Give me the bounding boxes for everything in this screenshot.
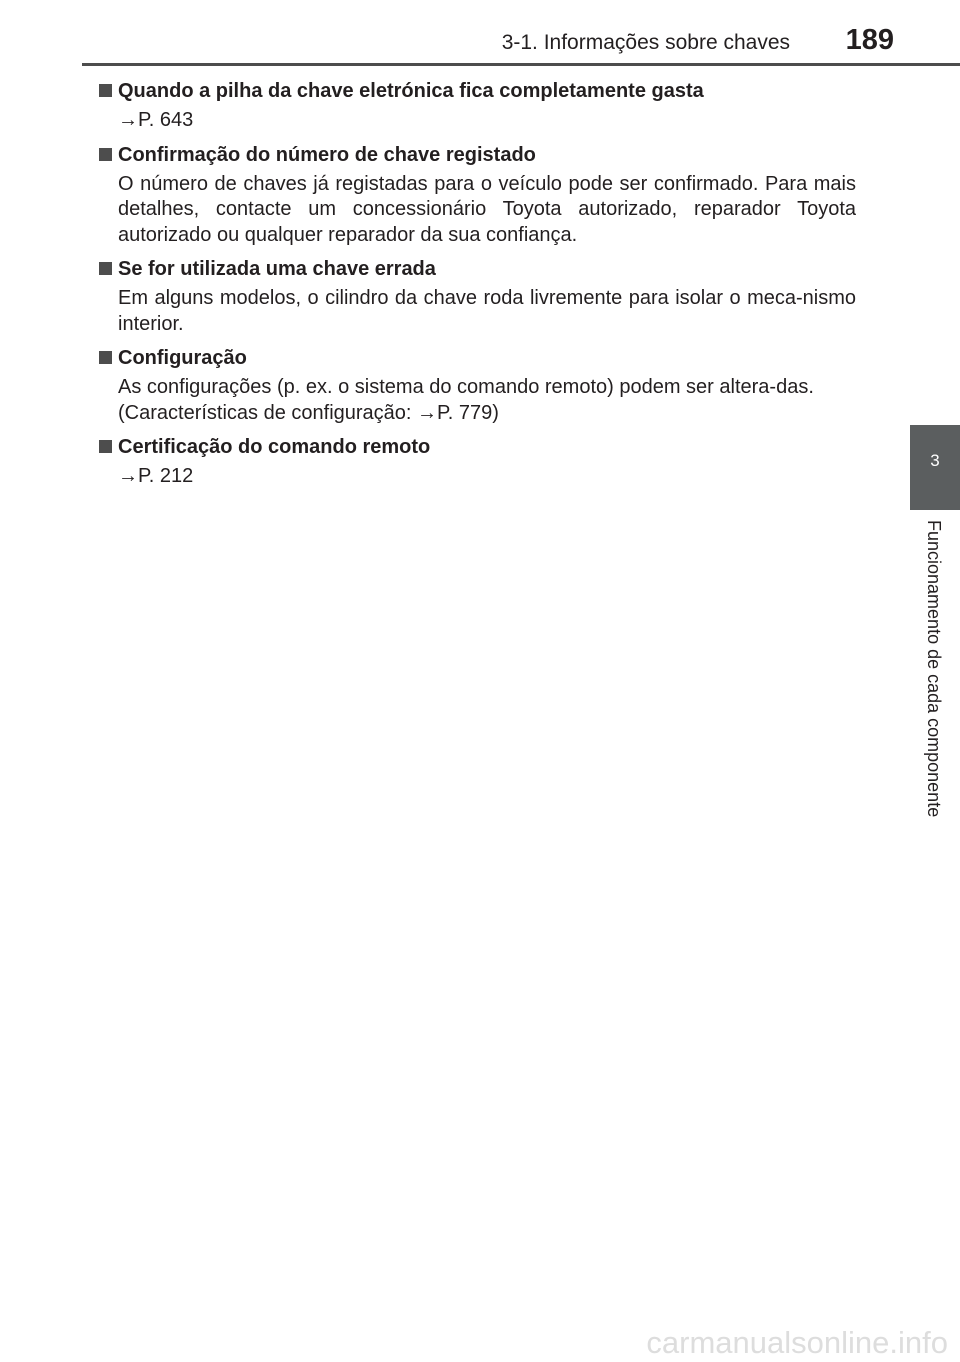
section-heading: [98, 142, 856, 168]
section-body: →P. 212: [118, 465, 194, 487]
section-heading-text: Quando a pilha da chave eletrónica fica completamente gasta: [118, 80, 704, 102]
section-title: 3-1. Informações sobre chaves: [501, 31, 790, 54]
chapter-tab: [910, 425, 960, 510]
watermark: carmanualsonline.info: [646, 1325, 948, 1360]
section-heading-text: Confirmação do número de chave registado: [118, 143, 536, 166]
header-rule: [82, 63, 960, 66]
section-wrong-key: [98, 256, 856, 337]
section-heading-text: Se for utilizada uma chave errada: [118, 258, 436, 280]
section-heading-text: Certificação do comando remoto: [118, 436, 431, 458]
chapter-label: Funcionamento de cada componente: [924, 520, 944, 818]
section-battery-depleted: [98, 78, 856, 134]
page-content: [98, 78, 856, 498]
page-number: 189: [845, 24, 894, 56]
square-bullet-icon: [99, 351, 112, 364]
section-heading: [98, 345, 856, 371]
square-bullet-icon: [99, 262, 112, 275]
section-body: As configurações (p. ex. o sistema do comando remoto) podem ser altera-das. (Características de configuração: →P. 779): [118, 376, 814, 424]
section-remote-certification: [98, 434, 856, 490]
section-heading: [98, 78, 856, 104]
page-header: [0, 0, 960, 66]
section-heading: [98, 256, 856, 282]
section-heading: [98, 434, 856, 460]
square-bullet-icon: [99, 84, 112, 97]
section-heading-text: Configuração: [118, 347, 247, 369]
square-bullet-icon: [99, 440, 112, 453]
section-body: Em alguns modelos, o cilindro da chave roda livremente para isolar o meca-nismo interior.: [118, 287, 856, 335]
section-body: →P. 643: [118, 109, 194, 131]
section-configuration: [98, 345, 856, 426]
square-bullet-icon: [99, 148, 112, 161]
section-body: O número de chaves já registadas para o veículo pode ser confirmado. Para mais detalhes, contacte um concessionário Toyota autorizado, reparador Toyota autorizado ou qualquer reparador da sua confiança.: [118, 172, 856, 246]
section-registered-keys: [98, 142, 856, 249]
chapter-number: 3: [930, 451, 940, 470]
